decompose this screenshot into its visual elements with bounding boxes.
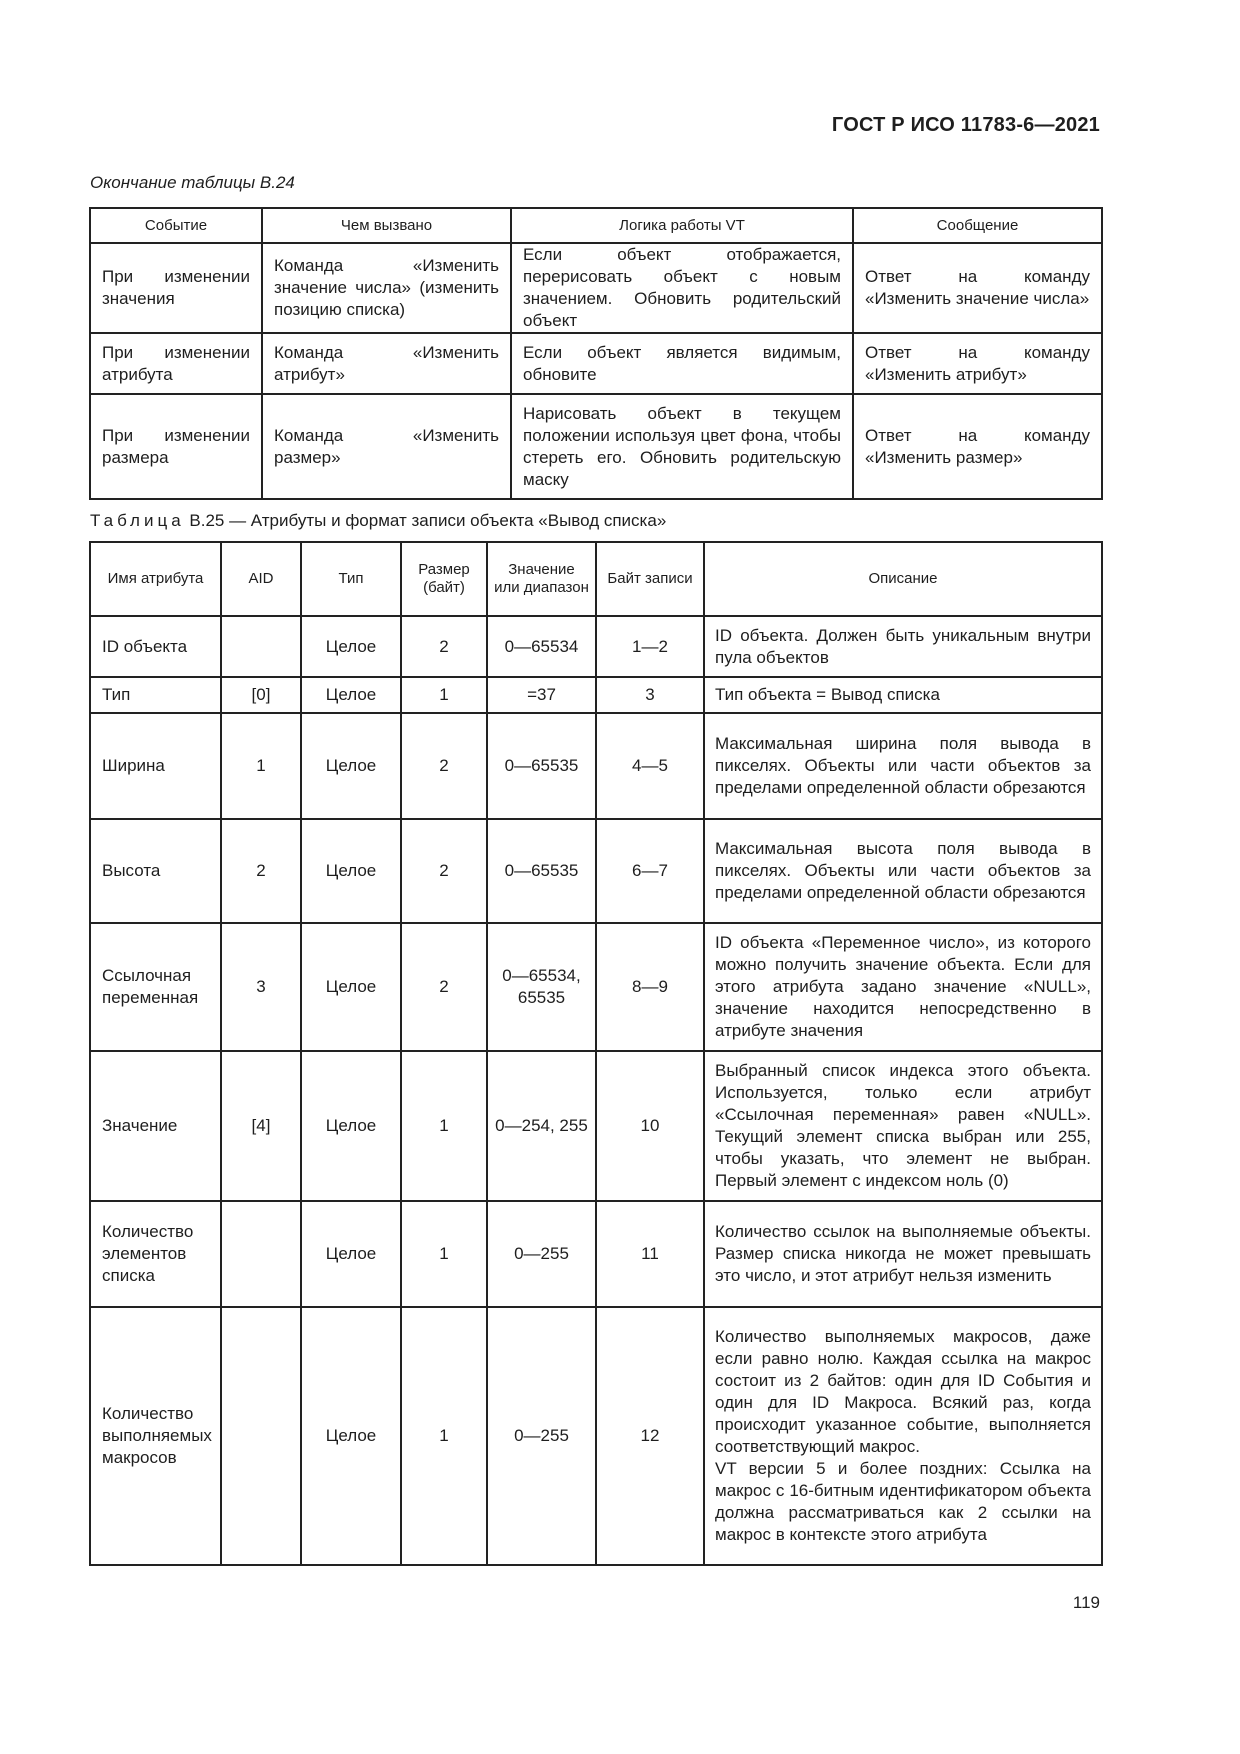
table-row — [90, 713, 1102, 819]
range-cell: 0—65534 — [487, 616, 596, 677]
caption-text: B.25 — Атрибуты и формат записи объекта «Вывод списка» — [189, 511, 667, 530]
type-cell: Целое — [301, 1307, 401, 1565]
attribute-name: Ширина — [90, 713, 221, 819]
attribute-name: Ссылочная переменная — [90, 923, 221, 1051]
table-row — [90, 616, 1102, 677]
type-cell: Целое — [301, 616, 401, 677]
size-cell: 2 — [401, 819, 487, 923]
size-cell: 2 — [401, 713, 487, 819]
record-bytes-cell: 11 — [596, 1201, 704, 1307]
aid-cell: 1 — [221, 713, 301, 819]
type-cell: Целое — [301, 1201, 401, 1307]
table-row — [90, 1201, 1102, 1307]
column-header: AID — [221, 542, 301, 616]
column-header: Событие — [90, 208, 262, 243]
description-cell: Максимальная ширина поля вывода в пикселях. Объекты или части объектов за пределами определенной области обрезаются — [704, 713, 1102, 819]
record-bytes-cell: 1—2 — [596, 616, 704, 677]
size-cell: 1 — [401, 1051, 487, 1201]
aid-cell: 2 — [221, 819, 301, 923]
table-b24-continuation — [89, 207, 1103, 500]
table-cell: При изменении значения — [90, 243, 262, 333]
table-cell: Ответ на команду «Изменить размер» — [853, 394, 1102, 499]
attribute-name: ID объекта — [90, 616, 221, 677]
table-cell: Команда «Изменить значение числа» (изменить позицию списка) — [262, 243, 511, 333]
range-cell: 0—255 — [487, 1307, 596, 1565]
attribute-name: Количество элементов списка — [90, 1201, 221, 1307]
aid-cell — [221, 1201, 301, 1307]
description-cell: ID объекта. Должен быть уникальным внутри пула объектов — [704, 616, 1102, 677]
range-cell: 0—255 — [487, 1201, 596, 1307]
size-cell: 1 — [401, 1307, 487, 1565]
description-cell: Тип объекта = Вывод списка — [704, 677, 1102, 713]
range-cell: 0—254, 255 — [487, 1051, 596, 1201]
table-row — [90, 1051, 1102, 1201]
table-cell: При изменении размера — [90, 394, 262, 499]
record-bytes-cell: 10 — [596, 1051, 704, 1201]
document-header: ГОСТ Р ИСО 11783-6—2021 — [831, 114, 1100, 136]
range-cell: 0—65535 — [487, 819, 596, 923]
type-cell: Целое — [301, 819, 401, 923]
table-row — [90, 394, 1102, 499]
aid-cell: [0] — [221, 677, 301, 713]
range-cell: =37 — [487, 677, 596, 713]
caption-prefix: Таблица — [90, 511, 185, 530]
attribute-name: Тип — [90, 677, 221, 713]
description-cell: Количество выполняемых макросов, даже если равно нолю. Каждая ссылка на макрос состоит из 2 байтов: один для ID События и один для ID Макроса. Всякий раз, когда происходит указанное событие, выполняется соответствующий макрос. VT версии 5 и более поздних: Ссылка на макрос с 16-битным идентификатором объекта должна рассматриваться как 2 ссылки на макрос в контексте этого атрибута — [704, 1307, 1102, 1565]
record-bytes-cell: 3 — [596, 677, 704, 713]
table-cell: Команда «Изменить атрибут» — [262, 333, 511, 394]
attribute-name: Значение — [90, 1051, 221, 1201]
column-header: Тип — [301, 542, 401, 616]
column-header: Логика работы VT — [511, 208, 853, 243]
column-header: Значение или диапазон — [487, 542, 596, 616]
description-cell: Максимальная высота поля вывода в пикселях. Объекты или части объектов за пределами определенной области обрезаются — [704, 819, 1102, 923]
page-number: 119 — [1072, 1593, 1100, 1612]
table-cell: Нарисовать объект в текущем положении используя цвет фона, чтобы стереть его. Обновить родительскую маску — [511, 394, 853, 499]
column-header: Сообщение — [853, 208, 1102, 243]
table-row — [90, 819, 1102, 923]
table-row — [90, 1307, 1102, 1565]
column-header: Чем вызвано — [262, 208, 511, 243]
column-header: Имя атрибута — [90, 542, 221, 616]
aid-cell — [221, 616, 301, 677]
table-row — [90, 923, 1102, 1051]
table-row — [90, 243, 1102, 333]
record-bytes-cell: 8—9 — [596, 923, 704, 1051]
aid-cell: [4] — [221, 1051, 301, 1201]
type-cell: Целое — [301, 923, 401, 1051]
aid-cell: 3 — [221, 923, 301, 1051]
table-cell: Команда «Изменить размер» — [262, 394, 511, 499]
type-cell: Целое — [301, 677, 401, 713]
range-cell: 0—65535 — [487, 713, 596, 819]
table-cell: Если объект отображается, перерисовать объект с новым значением. Обновить родительский объект — [511, 243, 853, 333]
size-cell: 1 — [401, 677, 487, 713]
record-bytes-cell: 4—5 — [596, 713, 704, 819]
range-cell: 0—65534, 65535 — [487, 923, 596, 1051]
description-cell: ID объекта «Переменное число», из которого можно получить значение объекта. Если для этого атрибута задано значение «NULL», значение находится непосредственно в атрибуте значения — [704, 923, 1102, 1051]
type-cell: Целое — [301, 1051, 401, 1201]
size-cell: 1 — [401, 1201, 487, 1307]
aid-cell — [221, 1307, 301, 1565]
record-bytes-cell: 6—7 — [596, 819, 704, 923]
table-b25 — [89, 541, 1103, 1566]
table-b25-caption — [90, 511, 666, 531]
attribute-name: Высота — [90, 819, 221, 923]
table-cell: Если объект является видимым, обновите — [511, 333, 853, 394]
table-cell: При изменении атрибута — [90, 333, 262, 394]
description-cell: Выбранный список индекса этого объекта. Используется, только если атрибут «Ссылочная переменная» равен «NULL». Текущий элемент списка выбран или 255, чтобы указать, что элемент не выбран. Первый элемент с индексом ноль (0) — [704, 1051, 1102, 1201]
size-cell: 2 — [401, 616, 487, 677]
size-cell: 2 — [401, 923, 487, 1051]
column-header: Байт записи — [596, 542, 704, 616]
table-row — [90, 333, 1102, 394]
continuation-caption: Окончание таблицы B.24 — [90, 173, 295, 192]
column-header: Описание — [704, 542, 1102, 616]
table-row — [90, 677, 1102, 713]
column-header: Размер (байт) — [401, 542, 487, 616]
table-cell: Ответ на команду «Изменить значение числа» — [853, 243, 1102, 333]
attribute-name: Количество выполняемых макросов — [90, 1307, 221, 1565]
type-cell: Целое — [301, 713, 401, 819]
table-cell: Ответ на команду «Изменить атрибут» — [853, 333, 1102, 394]
record-bytes-cell: 12 — [596, 1307, 704, 1565]
description-cell: Количество ссылок на выполняемые объекты. Размер списка никогда не может превышать это число, и этот атрибут нельзя изменить — [704, 1201, 1102, 1307]
